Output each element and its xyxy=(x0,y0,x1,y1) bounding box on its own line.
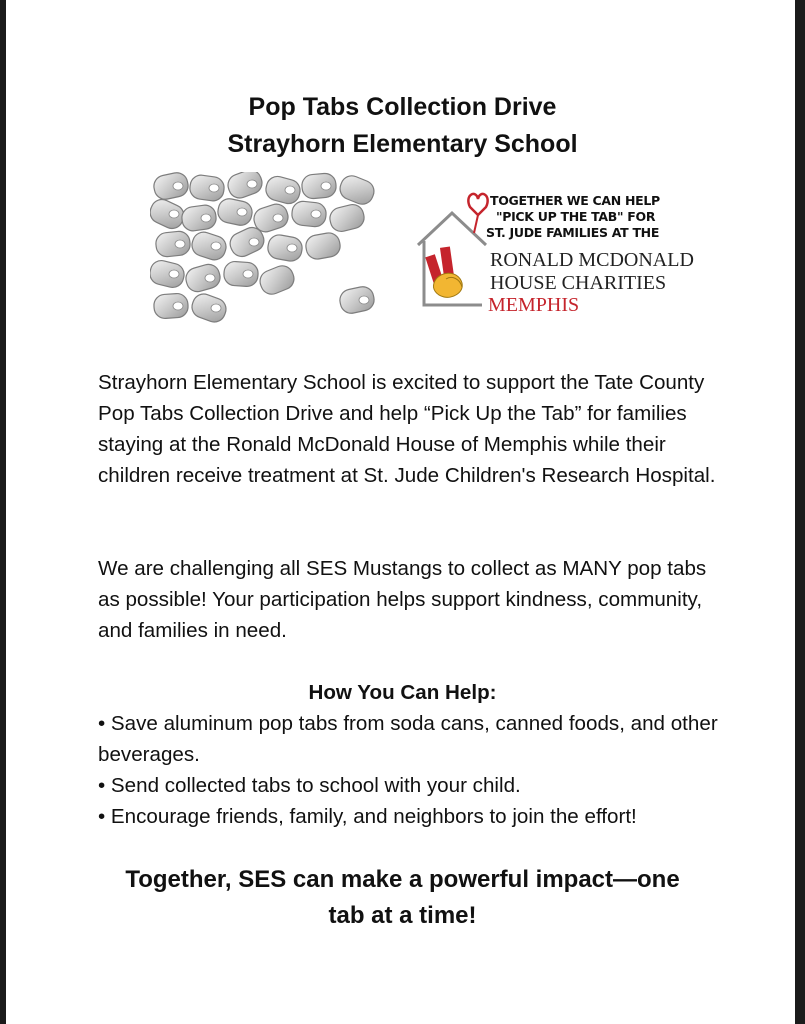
rmhc-memphis-logo xyxy=(412,183,694,318)
help-item: • Encourage friends, family, and neighbors to join the effort! xyxy=(98,805,637,828)
help-list xyxy=(98,708,718,832)
page-title: Pop Tabs Collection Drive xyxy=(248,93,557,121)
challenge-paragraph xyxy=(98,553,718,646)
logo-city: MEMPHIS xyxy=(488,294,580,316)
logo-org-line-2: HOUSE CHARITIES xyxy=(490,272,667,294)
logo-tagline-2: "PICK UP THE TAB" FOR xyxy=(496,209,656,224)
page-subtitle: Strayhorn Elementary School xyxy=(227,130,578,158)
house-hands-icon xyxy=(412,183,492,318)
logo-tagline-1: TOGETHER WE CAN HELP xyxy=(490,193,660,208)
pop-tabs-photo xyxy=(150,172,390,324)
intro-paragraph xyxy=(98,367,718,491)
logo-tagline-3: ST. JUDE FAMILIES AT THE xyxy=(486,225,660,240)
closing-line-2: tab at a time! xyxy=(328,902,477,929)
help-item: • Send collected tabs to school with your child. xyxy=(98,774,521,797)
closing-line-1: Together, SES can make a powerful impact—one xyxy=(125,866,680,893)
intro-text: Strayhorn Elementary School is excited to support the Tate County Pop Tabs Collection Drive and help “Pick Up the Tab” for families staying at the Ronald McDonald House of Memphis while their children receive treatment at St. Jude Children's Research Hospital. xyxy=(98,371,716,487)
help-item: • Save aluminum pop tabs from soda cans, canned foods, and other beverages. xyxy=(98,712,718,766)
challenge-text: We are challenging all SES Mustangs to collect as MANY pop tabs as possible! Your participation helps support kindness, community, and families in need. xyxy=(98,557,707,642)
help-heading: How You Can Help: xyxy=(308,681,497,704)
logo-org-line-1: RONALD MCDONALD xyxy=(490,249,694,271)
